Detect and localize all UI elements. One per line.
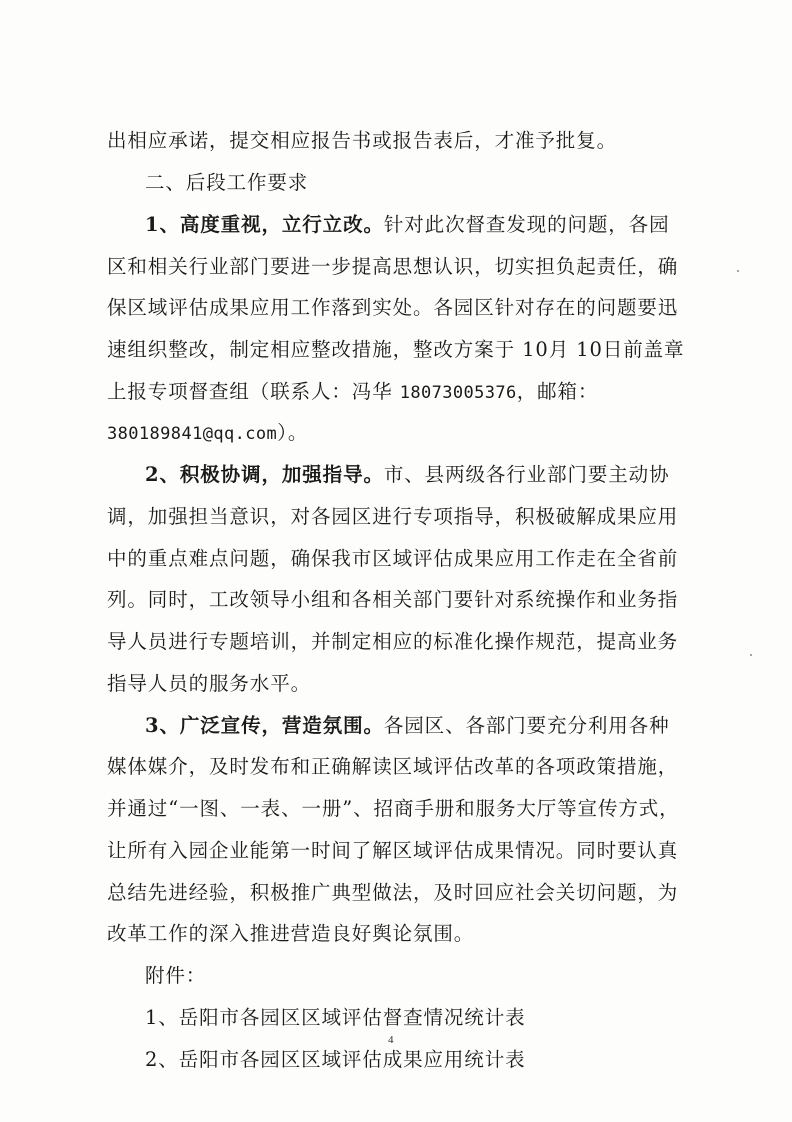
paragraph-line (107, 503, 678, 531)
paragraph-line (107, 294, 678, 322)
line-text: 中的重点难点问题，确保我市区域评估成果应用工作走在全省前 (107, 547, 679, 570)
paragraph-line (107, 586, 678, 614)
paragraph-line (107, 253, 678, 281)
paragraph-line (107, 378, 598, 407)
line-text: 各园区、各部门要充分利用各种 (383, 714, 670, 737)
paragraph-line (107, 419, 308, 448)
contact-email: 380189841@qq.com (107, 424, 278, 444)
paragraph-line (107, 670, 311, 698)
line-text: 导人员进行专题培训，并制定相应的标准化操作规范，提高业务 (107, 630, 679, 653)
line-text: 列。同时，工改领导小组和各相关部门要针对系统操作和业务指 (107, 588, 679, 611)
line-text: 媒体媒介，及时发布和正确解读区域评估改革的各项政策措施， (107, 755, 679, 778)
line-text: 调，加强担当意识，对各园区进行专项指导，积极破解成果应用 (107, 505, 679, 528)
paragraph-line (107, 336, 684, 364)
line-text: ）。 (277, 421, 309, 444)
paragraph-line (107, 837, 678, 865)
line-text: 区和相关行业部门要进一步提高思想认识，切实担负起责任，确 (107, 255, 679, 278)
item-heading: 3、广泛宣传，营造氛围。 (145, 714, 384, 737)
paragraph-line (107, 628, 678, 656)
item-heading: 2、积极协调，加强指导。 (145, 463, 384, 486)
line-text: 速组织整改，制定相应整改措施，整改方案于 10月 10日前盖章 (107, 338, 685, 361)
line-text: 保区域评估成果应用工作落到实处。各园区针对存在的问题要迅 (107, 296, 679, 319)
paragraph-line (107, 753, 678, 781)
line-text: 改革工作的深入推进营造良好舆论氛围。 (107, 922, 475, 945)
line-text: 让所有入园企业能第一时间了解区域评估成果情况。同时要认真 (107, 839, 679, 862)
paragraph-line (107, 127, 617, 155)
line-text: 针对此次督查发现的问题，各园 (383, 213, 670, 236)
line-text: ，邮箱： (516, 380, 599, 403)
section-heading (145, 169, 308, 197)
line-text: 总结先进经验，积极推广典型做法，及时回应社会关切问题，为 (107, 881, 679, 904)
paragraph-line (145, 211, 669, 239)
attachment-item (145, 1004, 526, 1032)
scan-speck (737, 270, 739, 272)
scan-speck (750, 654, 752, 656)
paragraph-line (145, 712, 669, 740)
paragraph-line (107, 545, 678, 573)
paragraph-line (107, 920, 474, 948)
attachment-item (145, 1046, 526, 1074)
paragraph-line (145, 461, 669, 489)
section-heading-text: 二、后段工作要求 (145, 171, 309, 194)
paragraph-line (107, 795, 680, 823)
line-text: 出相应承诺，提交相应报告书或报告表后，才准予批复。 (107, 129, 618, 152)
paragraph-line (107, 879, 678, 907)
attachments-label-text: 附件： (145, 964, 207, 987)
line-text: 指导人员的服务水平。 (107, 672, 312, 695)
attachment-item-text: 2、岳阳市各园区区域评估成果应用统计表 (145, 1048, 526, 1071)
page-number: 4 (388, 1034, 394, 1046)
line-text: 市、县两级各行业部门要主动协 (383, 463, 670, 486)
line-text: 并通过“一图、一表、一册”、招商手册和服务大厅等宣传方式， (107, 797, 680, 820)
attachments-label (145, 962, 206, 990)
attachment-item-text: 1、岳阳市各园区区域评估督查情况统计表 (145, 1006, 526, 1029)
line-text: 上报专项督查组（联系人：冯华 (107, 380, 400, 403)
contact-phone: 18073005376 (399, 383, 517, 403)
item-heading: 1、高度重视，立行立改。 (145, 213, 384, 236)
